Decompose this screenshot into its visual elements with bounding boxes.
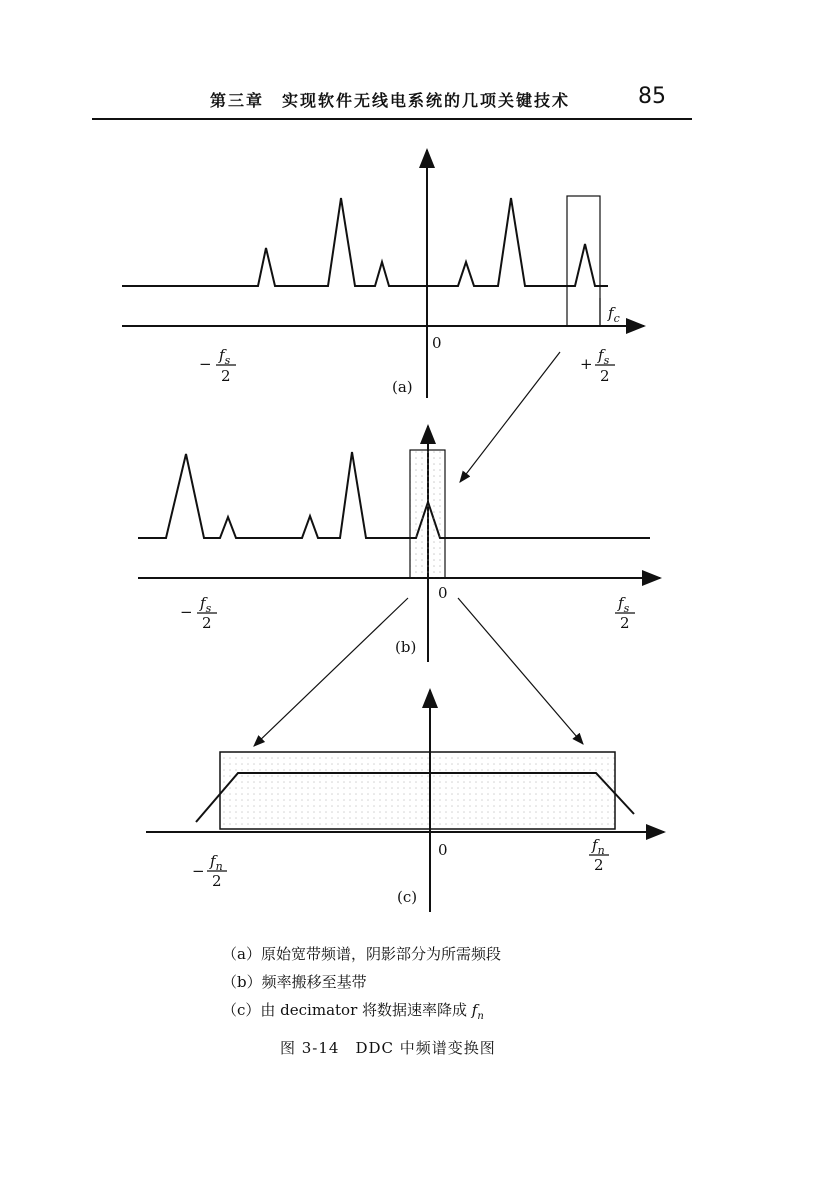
- panel-a-pos-two: 2: [600, 367, 610, 385]
- panel-a-neg-two: 2: [221, 367, 231, 385]
- panel-c-zero: 0: [438, 841, 448, 859]
- panel-b-pos-fs: $f_s$: [618, 594, 630, 615]
- arrow-b-to-c-right: [458, 598, 583, 744]
- panel-a-selected-band: [567, 196, 600, 326]
- arrow-b-to-c-left: [254, 598, 408, 746]
- panel-a-zero: 0: [432, 334, 442, 352]
- panel-c-label: (c): [397, 888, 418, 906]
- figure-caption: 图 3-14 DDC 中频谱变换图: [280, 1039, 496, 1057]
- panel-c-pos-two: 2: [594, 856, 604, 874]
- panel-c-neg-fn: $f_n$: [210, 852, 223, 873]
- panel-a-pos-sign: +: [580, 355, 593, 373]
- subcaption-a: （a）原始宽带频谱，阴影部分为所需频段: [222, 945, 501, 963]
- panel-b-neg-two: 2: [202, 614, 212, 632]
- panel-b-neg-fs: $f_s$: [200, 594, 212, 615]
- panel-a: [122, 150, 644, 398]
- subcaption-c: （c）由 decimator 将数据速率降成 $f_n$: [222, 1001, 484, 1022]
- panel-c: [146, 690, 664, 912]
- panel-b-pos-two: 2: [620, 614, 630, 632]
- chapter-title: 第三章 实现软件无线电系统的几项关键技术: [210, 91, 571, 110]
- panel-c-passband-box: [220, 752, 615, 829]
- panel-b-baseband-box: [410, 450, 445, 578]
- panel-b-spectrum: [138, 452, 650, 538]
- panel-b-label: (b): [395, 638, 417, 656]
- subcaption-b: （b）频率搬移至基带: [222, 973, 367, 991]
- panel-a-spectrum: [122, 198, 608, 286]
- panel-b-neg-sign: −: [180, 603, 193, 621]
- panel-a-label: (a): [392, 378, 413, 396]
- panel-a-fc-label: $f_c$: [608, 304, 620, 325]
- panel-c-neg-two: 2: [212, 872, 222, 890]
- page-number: 85: [638, 84, 666, 109]
- figure-subcaptions: [222, 940, 501, 1031]
- panel-b: [138, 426, 660, 662]
- panel-a-neg-sign: −: [199, 355, 212, 373]
- panel-c-pos-fn: $f_n$: [592, 836, 605, 857]
- panel-c-neg-sign: −: [192, 862, 205, 880]
- panel-a-neg-fs: $f_s$: [219, 346, 231, 367]
- arrow-a-to-b: [460, 352, 560, 482]
- panel-a-pos-fs: $f_s$: [598, 346, 610, 367]
- panel-b-zero: 0: [438, 584, 448, 602]
